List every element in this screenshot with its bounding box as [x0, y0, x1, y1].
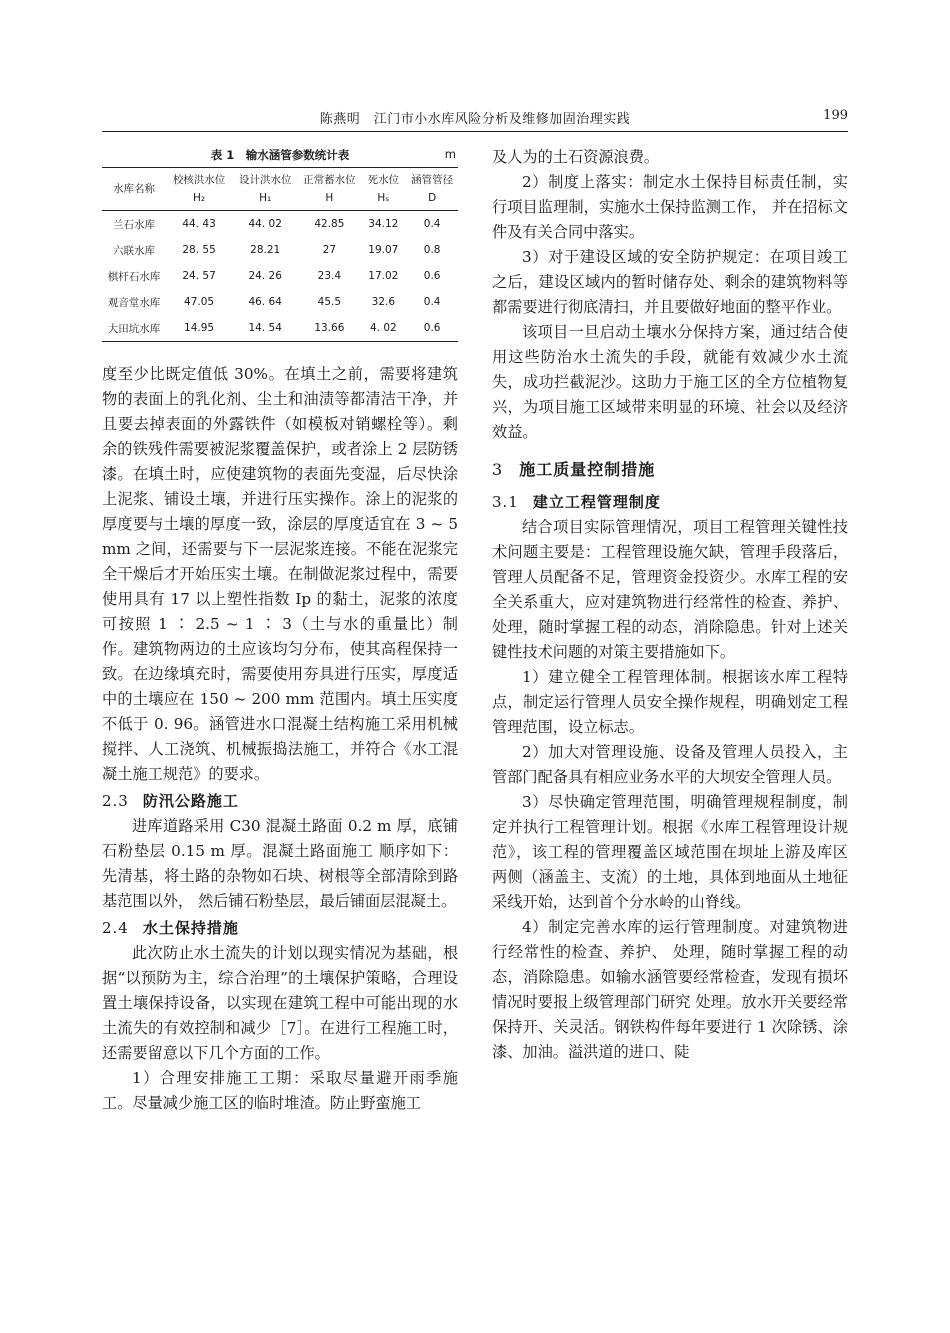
- table-cell: 0.4: [423, 218, 441, 230]
- table-header-row: [102, 168, 458, 211]
- body-paragraph: 及人为的土石资源浪费。: [492, 148, 660, 166]
- table-cell: 棋杆石水库: [107, 270, 161, 283]
- left-column: [102, 362, 458, 1116]
- section-number: 2.4: [102, 919, 129, 937]
- table-row: [102, 237, 458, 263]
- body-paragraph: 2）制度上落实：制定水土保持目标责任制，实行项目监理制，实施水土保持监测工作， 并在招标文件及有关合同中落实。: [492, 173, 848, 241]
- table-cell: 34.12: [368, 218, 399, 230]
- table-cell: 24. 26: [248, 270, 282, 282]
- body-paragraph: 度至少比既定值低 30%。在填土之前，需要将建筑物的表面上的乳化剂、尘土和油渍等都清洁干净，并且要去掉表面的外露铁件（如模板对销螺栓等）。剩余的铁残件需要被泥浆覆盖保护，或者涂上 2 层防锈漆。在填土时，应使建筑物的表面先变湿，后尽快涂上泥浆、铺设土壤，并进行压实操作。涂上的泥浆的厚度要与土壤的厚度一致，涂层的厚度适宜在 3 ~ 5 mm 之间，还需要与下一层泥浆连接。不能在泥浆完全干燥后才开始压实土壤。在制做泥浆过程中，需要使用具有 17 以上塑性指数 Ip 的黏土，泥浆的浓度可按照 1 ∶ 2.5 ~ 1 ∶ 3（土与水的重量比）制作。建筑物两边的土应该均匀分布，使其高程保持一致。在边缘填充时，需要使用夯具进行压实，厚度适中的土壤应在 150 ~ 200 mm 范围内。填土压实度不低于 0. 96。涵管进水口混凝土结构施工采用机械搅拌、人工浇筑、机械振捣法施工，并符合《水工混凝土施工规范》的要求。: [102, 365, 458, 783]
- section-heading-3-1: [492, 490, 848, 515]
- running-header: [102, 108, 848, 128]
- table-row: [102, 315, 458, 342]
- table-header: 校核洪水位 H₂: [172, 174, 226, 204]
- table-cell: 23.4: [317, 270, 342, 282]
- table-cell: 47.05: [184, 296, 215, 308]
- table-cell: 28.21: [250, 244, 281, 256]
- body-paragraph: 3）尽快确定管理范围，明确管理规程制度，制定并执行工程管理计划。根据《水库工程管理设计规范》，该工程的管理覆盖区域范围在坝址上游及库区两侧（涵盖主、支流）的土地，具体到地面从土地征采线开始，达到首个分水岭的山脊线。: [492, 793, 848, 911]
- table-cell: 19.07: [368, 244, 399, 256]
- body-paragraph: 此次防止水土流失的计划以现实情况为基础，根据“以预防为主，综合治理”的土壤保护策略，合理设置土壤保持设备，以实现在建筑工程中可能出现的水土流失的有效控制和减少［7］。在进行工程施工时，还需要留意以下几个方面的工作。: [102, 944, 458, 1062]
- section-title: 建立工程管理制度: [532, 493, 661, 511]
- table-cell: 0.8: [423, 244, 441, 256]
- table-cell: 28. 55: [182, 244, 216, 256]
- table-cell: 42.85: [314, 218, 345, 230]
- table-cell: 44. 43: [182, 218, 216, 230]
- table-cell: 六联水库: [113, 244, 155, 257]
- body-paragraph: 该项目一旦启动土壤水分保持方案，通过结合使用这些防治水土流失的手段，就能有效减少水土流失，成功拦截泥沙。这助力于施工区的全方位植物复兴，为项目施工区域带来明显的环境、社会以及经济效益。: [492, 323, 848, 441]
- body-paragraph: 进库道路采用 C30 混凝土路面 0.2 m 厚，底铺石粉垫层 0.15 m 厚。混凝土路面施工 顺序如下：先清基，将土路的杂物如石块、树根等全部清除到路基范围以外， 然后铺石粉垫层，最后铺面层混凝土。: [102, 817, 458, 910]
- table-row: [102, 263, 458, 289]
- section-title: 防汛公路施工: [142, 792, 239, 810]
- section-heading-2-4: [102, 916, 458, 941]
- section-title: 水土保持措施: [142, 919, 239, 937]
- section-heading-2-3: [102, 789, 458, 814]
- table-cell: 0.6: [423, 270, 441, 282]
- section-title: 施工质量控制措施: [519, 460, 656, 479]
- table-cell: 46. 64: [248, 296, 282, 308]
- body-paragraph: 4）制定完善水库的运行管理制度。对建筑物进行经常性的检查、养护、 处理，随时掌握工程的动态，消除隐患。如输水涵管要经常检查，发现有损坏情况时要报上级管理部门研究 处理。放水开关要经常保持开、关灵活。钢铁构件每年要进行 1 次除锈、涂 漆、加油。溢洪道的进口、陡: [492, 918, 848, 1061]
- table-cell: 17.02: [368, 270, 399, 282]
- section-heading-3: [492, 457, 848, 482]
- table-cell: 观音堂水库: [107, 296, 161, 309]
- table-cell: 13.66: [314, 322, 345, 334]
- table-header: 死水位 Hₛ: [367, 174, 400, 204]
- table-cell: 45.5: [317, 296, 342, 308]
- table-row: [102, 289, 458, 315]
- body-paragraph: 2）加大对管理设施、设备及管理人员投入，主管部门配备具有相应业务水平的大坝安全管理人员。: [492, 743, 848, 786]
- table-cell: 大田坑水库: [107, 322, 161, 335]
- table-unit: m: [444, 147, 456, 161]
- section-number: 3.1: [492, 493, 519, 511]
- page-number: 199: [823, 108, 848, 123]
- table-cell: 24. 57: [182, 270, 216, 282]
- body-paragraph: 3）对于建设区域的安全防护规定：在项目竣工之后，建设区域内的暂时储存处、剩余的建筑物料等都需要进行彻底清扫，并且要做好地面的整平作业。: [492, 248, 848, 316]
- table-cell: 4. 02: [369, 322, 397, 334]
- body-paragraph: 1）建立健全工程管理体制。根据该水库工程特点，制定运行管理人员安全操作规程，明确划定工程管理范围，设立标志。: [492, 668, 848, 736]
- body-paragraph: 1）合理安排施工工期：采取尽量避开雨季施工。尽量减少施工区的临时堆渣。防止野蛮施工: [102, 1069, 458, 1112]
- parameter-table: [102, 167, 458, 342]
- table-header: 涵管管径 D: [411, 174, 454, 204]
- table-cell: 14. 54: [248, 322, 282, 334]
- table-header: 正常蓄水位 H: [303, 174, 356, 204]
- section-number: 3: [492, 460, 504, 479]
- right-column: [492, 145, 848, 1065]
- table-cell: 44. 02: [248, 218, 282, 230]
- table-caption: 表 1 输水涵管参数统计表: [210, 148, 350, 162]
- table-row: [102, 211, 458, 238]
- body-paragraph: 结合项目实际管理情况，项目工程管理关键性技术问题主要是：工程管理设施欠缺，管理手段落后，管理人员配备不足，管理资金投资少。水库工程的安全关系重大，应对建筑物进行经常性的检查、养护、 处理，随时掌握工程的动态，消除隐患。针对上述关键性技术问题的对策主要措施如下。: [492, 518, 848, 661]
- table-caption-block: [102, 147, 458, 165]
- table-cell: 0.6: [423, 322, 441, 334]
- running-title: 陈燕明 江门市小水库风险分析及维修加固治理实践: [319, 112, 631, 127]
- table-cell: 14.95: [184, 322, 215, 334]
- header-rule: [102, 131, 848, 132]
- table-cell: 32.6: [371, 296, 396, 308]
- table-header: 水库名称: [113, 183, 155, 195]
- table-header: 设计洪水位 H₁: [238, 174, 292, 204]
- table-cell: 兰石水库: [113, 218, 155, 231]
- table-cell: 0.4: [423, 296, 441, 308]
- table-cell: 27: [322, 244, 337, 256]
- section-number: 2.3: [102, 792, 129, 810]
